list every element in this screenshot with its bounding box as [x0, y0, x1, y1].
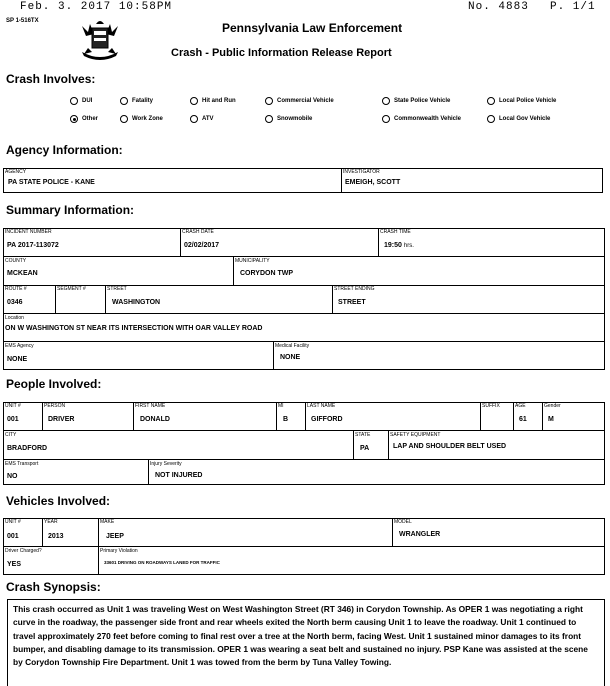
synopsis-text: This crash occurred as Unit 1 was traveling West on West Washington Street (RT 346) in Corydon Township. As OPER 1 was negotiating a right curve in the roadway, the passenger side front and rear wheels exited the North berm causing Unit 1 to leave the roadway. Unit 1 continued to travel approximately 270 feet before coming to final rest over a tree at the North berm, facing West. Unit 1 sustained minor damages to its front bumper, and disabling damage to its transmission. OPER 1 was wearing a seat belt and sustained no injury. PSP Kane was assisted at the scene by Corydon Township Fire Department. Unit 1 was towed from the berm by Tuna Valley Towing.: [7, 599, 605, 686]
radio-icon: [265, 97, 273, 105]
radio-icon: [487, 115, 495, 123]
safety-equipment-label: SAFETY EQUIPMENT: [390, 432, 441, 438]
people-unit-value: 001: [7, 416, 19, 423]
divider: [3, 285, 605, 286]
mi-value: B: [283, 416, 289, 423]
medical-facility-label: Medical Facility: [275, 343, 310, 349]
age-value: 61: [519, 416, 527, 423]
agency-heading: Agency Information:: [6, 143, 123, 157]
primary-violation-label: Primary Violation: [100, 548, 138, 554]
radio-icon: [382, 97, 390, 105]
model-value: WRANGLER: [399, 531, 441, 538]
year-value: 2013: [48, 533, 64, 540]
injury-severity-value: NOT INJURED: [155, 472, 203, 479]
radio-icon: [190, 115, 198, 123]
divider: [276, 402, 277, 430]
radio-icon: [120, 97, 128, 105]
city-value: BRADFORD: [7, 445, 48, 452]
divider: [3, 256, 605, 257]
radio-icon: [190, 97, 198, 105]
summary-heading: Summary Information:: [6, 203, 135, 217]
agency-value: PA STATE POLICE - KANE: [8, 179, 95, 186]
radio-icon: [70, 97, 78, 105]
first-name-value: DONALD: [140, 416, 170, 423]
make-label: MAKE: [100, 519, 115, 525]
page-title: Pennsylvania Law Enforcement: [222, 21, 403, 35]
street-label: STREET: [107, 286, 127, 292]
gender-value: M: [548, 416, 554, 423]
street-ending-value: STREET: [338, 299, 366, 306]
divider: [3, 459, 605, 460]
option-work-zone[interactable]: Work Zone: [120, 115, 163, 123]
people-heading: People Involved:: [6, 377, 102, 391]
municipality-value: CORYDON TWP: [240, 270, 294, 277]
driver-charged-value: YES: [7, 561, 22, 568]
ems-agency-value: NONE: [7, 356, 28, 363]
ems-transport-value: NO: [7, 473, 18, 480]
investigator-value: EMEIGH, SCOTT: [345, 179, 401, 186]
option-local-gov-vehicle[interactable]: Local Gov Vehicle: [487, 115, 550, 123]
option-snowmobile[interactable]: Snowmobile: [265, 115, 312, 123]
person-value: DRIVER: [48, 416, 75, 423]
pennsylvania-seal-icon: [76, 18, 124, 64]
divider: [233, 256, 234, 285]
ems-agency-label: EMS Agency: [5, 343, 34, 349]
safety-equipment-value: LAP AND SHOULDER BELT USED: [393, 443, 507, 450]
divider: [98, 518, 99, 546]
radio-icon: [120, 115, 128, 123]
divider: [332, 285, 333, 313]
county-label: COUNTY: [5, 258, 27, 264]
divider: [42, 402, 43, 430]
crash-time-label: CRASH TIME: [380, 229, 411, 235]
fax-timestamp: Feb. 3. 2017 10:58PM: [20, 1, 173, 13]
county-value: MCKEAN: [7, 270, 38, 277]
divider: [341, 168, 342, 193]
driver-charged-label: Driver Charged?: [5, 548, 42, 554]
ems-transport-label: EMS Transport: [5, 461, 39, 467]
city-label: CITY: [5, 432, 17, 438]
segment-label: SEGMENT #: [57, 286, 86, 292]
divider: [392, 518, 393, 546]
street-value: WASHINGTON: [112, 299, 161, 306]
divider: [3, 546, 605, 547]
year-label: YEAR: [44, 519, 58, 525]
location-value: ON W WASHINGTON ST NEAR ITS INTERSECTION WITH OAR VALLEY ROAD: [5, 325, 263, 332]
model-label: MODEL: [394, 519, 412, 525]
last-name-label: LAST NAME: [307, 403, 336, 409]
incident-label: INCIDENT NUMBER: [5, 229, 52, 235]
option-commonwealth-vehicle[interactable]: Commonwealth Vehicle: [382, 115, 461, 123]
option-dui[interactable]: DUI: [70, 97, 92, 105]
divider: [148, 459, 149, 485]
divider: [388, 430, 389, 459]
radio-icon: [382, 115, 390, 123]
route-value: 0346: [7, 299, 23, 306]
crash-involves-heading: Crash Involves:: [6, 72, 96, 86]
option-hit-and-run[interactable]: Hit and Run: [190, 97, 236, 105]
form-number: SP 1-516TX: [6, 18, 39, 24]
age-label: AGE: [515, 403, 526, 409]
radio-icon: [487, 97, 495, 105]
divider: [133, 402, 134, 430]
divider: [305, 402, 306, 430]
option-atv[interactable]: ATV: [190, 115, 214, 123]
divider: [273, 341, 274, 370]
divider: [98, 546, 99, 575]
investigator-label: INVESTIGATOR: [343, 169, 380, 175]
medical-facility-value: NONE: [280, 354, 301, 361]
option-commercial-vehicle[interactable]: Commercial Vehicle: [265, 97, 334, 105]
people-table: [3, 402, 605, 485]
divider: [55, 285, 56, 313]
route-label: ROUTE #: [5, 286, 27, 292]
divider: [480, 402, 481, 430]
mi-label: MI: [278, 403, 284, 409]
gender-label: Gender: [544, 403, 561, 409]
divider: [105, 285, 106, 313]
incident-value: PA 2017-113072: [7, 242, 59, 249]
synopsis-heading: Crash Synopsis:: [6, 580, 101, 594]
option-other[interactable]: Other: [70, 115, 98, 123]
radio-icon: [265, 115, 273, 123]
fax-page: P. 1/1: [550, 1, 596, 13]
make-value: JEEP: [106, 533, 124, 540]
person-label: PERSON: [44, 403, 66, 409]
page-subtitle: Crash - Public Information Release Report: [171, 47, 392, 59]
people-unit-label: UNIT #: [5, 403, 21, 409]
radio-selected-icon: [70, 115, 78, 123]
crash-date-label: CRASH DATE: [182, 229, 214, 235]
divider: [180, 228, 181, 256]
fax-number: No. 4883: [468, 1, 529, 13]
divider: [513, 402, 514, 430]
vehicle-unit-label: UNIT #: [5, 519, 21, 525]
crash-time-value: 19:50 hrs.: [384, 242, 414, 249]
first-name-label: FIRST NAME: [135, 403, 166, 409]
injury-severity-label: Injury Severity: [150, 461, 182, 467]
option-local-police-vehicle[interactable]: Local Police Vehicle: [487, 97, 556, 105]
option-state-police-vehicle[interactable]: State Police Vehicle: [382, 97, 450, 105]
option-fatality[interactable]: Fatality: [120, 97, 153, 105]
crash-date-value: 02/02/2017: [184, 242, 220, 249]
divider: [42, 518, 43, 546]
municipality-label: MUNICIPALITY: [235, 258, 270, 264]
divider: [3, 341, 605, 342]
street-ending-label: STREET ENDING: [334, 286, 375, 292]
state-label: STATE: [355, 432, 371, 438]
primary-violation-value: 33601 DRIVING ON ROADWAYS LANED FOR TRAFFIC: [104, 560, 220, 565]
last-name-value: GIFFORD: [311, 416, 343, 423]
location-label: Location: [5, 315, 24, 321]
vehicles-heading: Vehicles Involved:: [6, 494, 111, 508]
divider: [353, 430, 354, 459]
agency-label: AGENCY: [5, 169, 27, 175]
divider: [3, 313, 605, 314]
vehicle-unit-value: 001: [7, 533, 19, 540]
suffix-label: SUFFIX: [482, 403, 500, 409]
divider: [3, 430, 605, 431]
state-value: PA: [360, 445, 370, 452]
divider: [542, 402, 543, 430]
divider: [378, 228, 379, 256]
